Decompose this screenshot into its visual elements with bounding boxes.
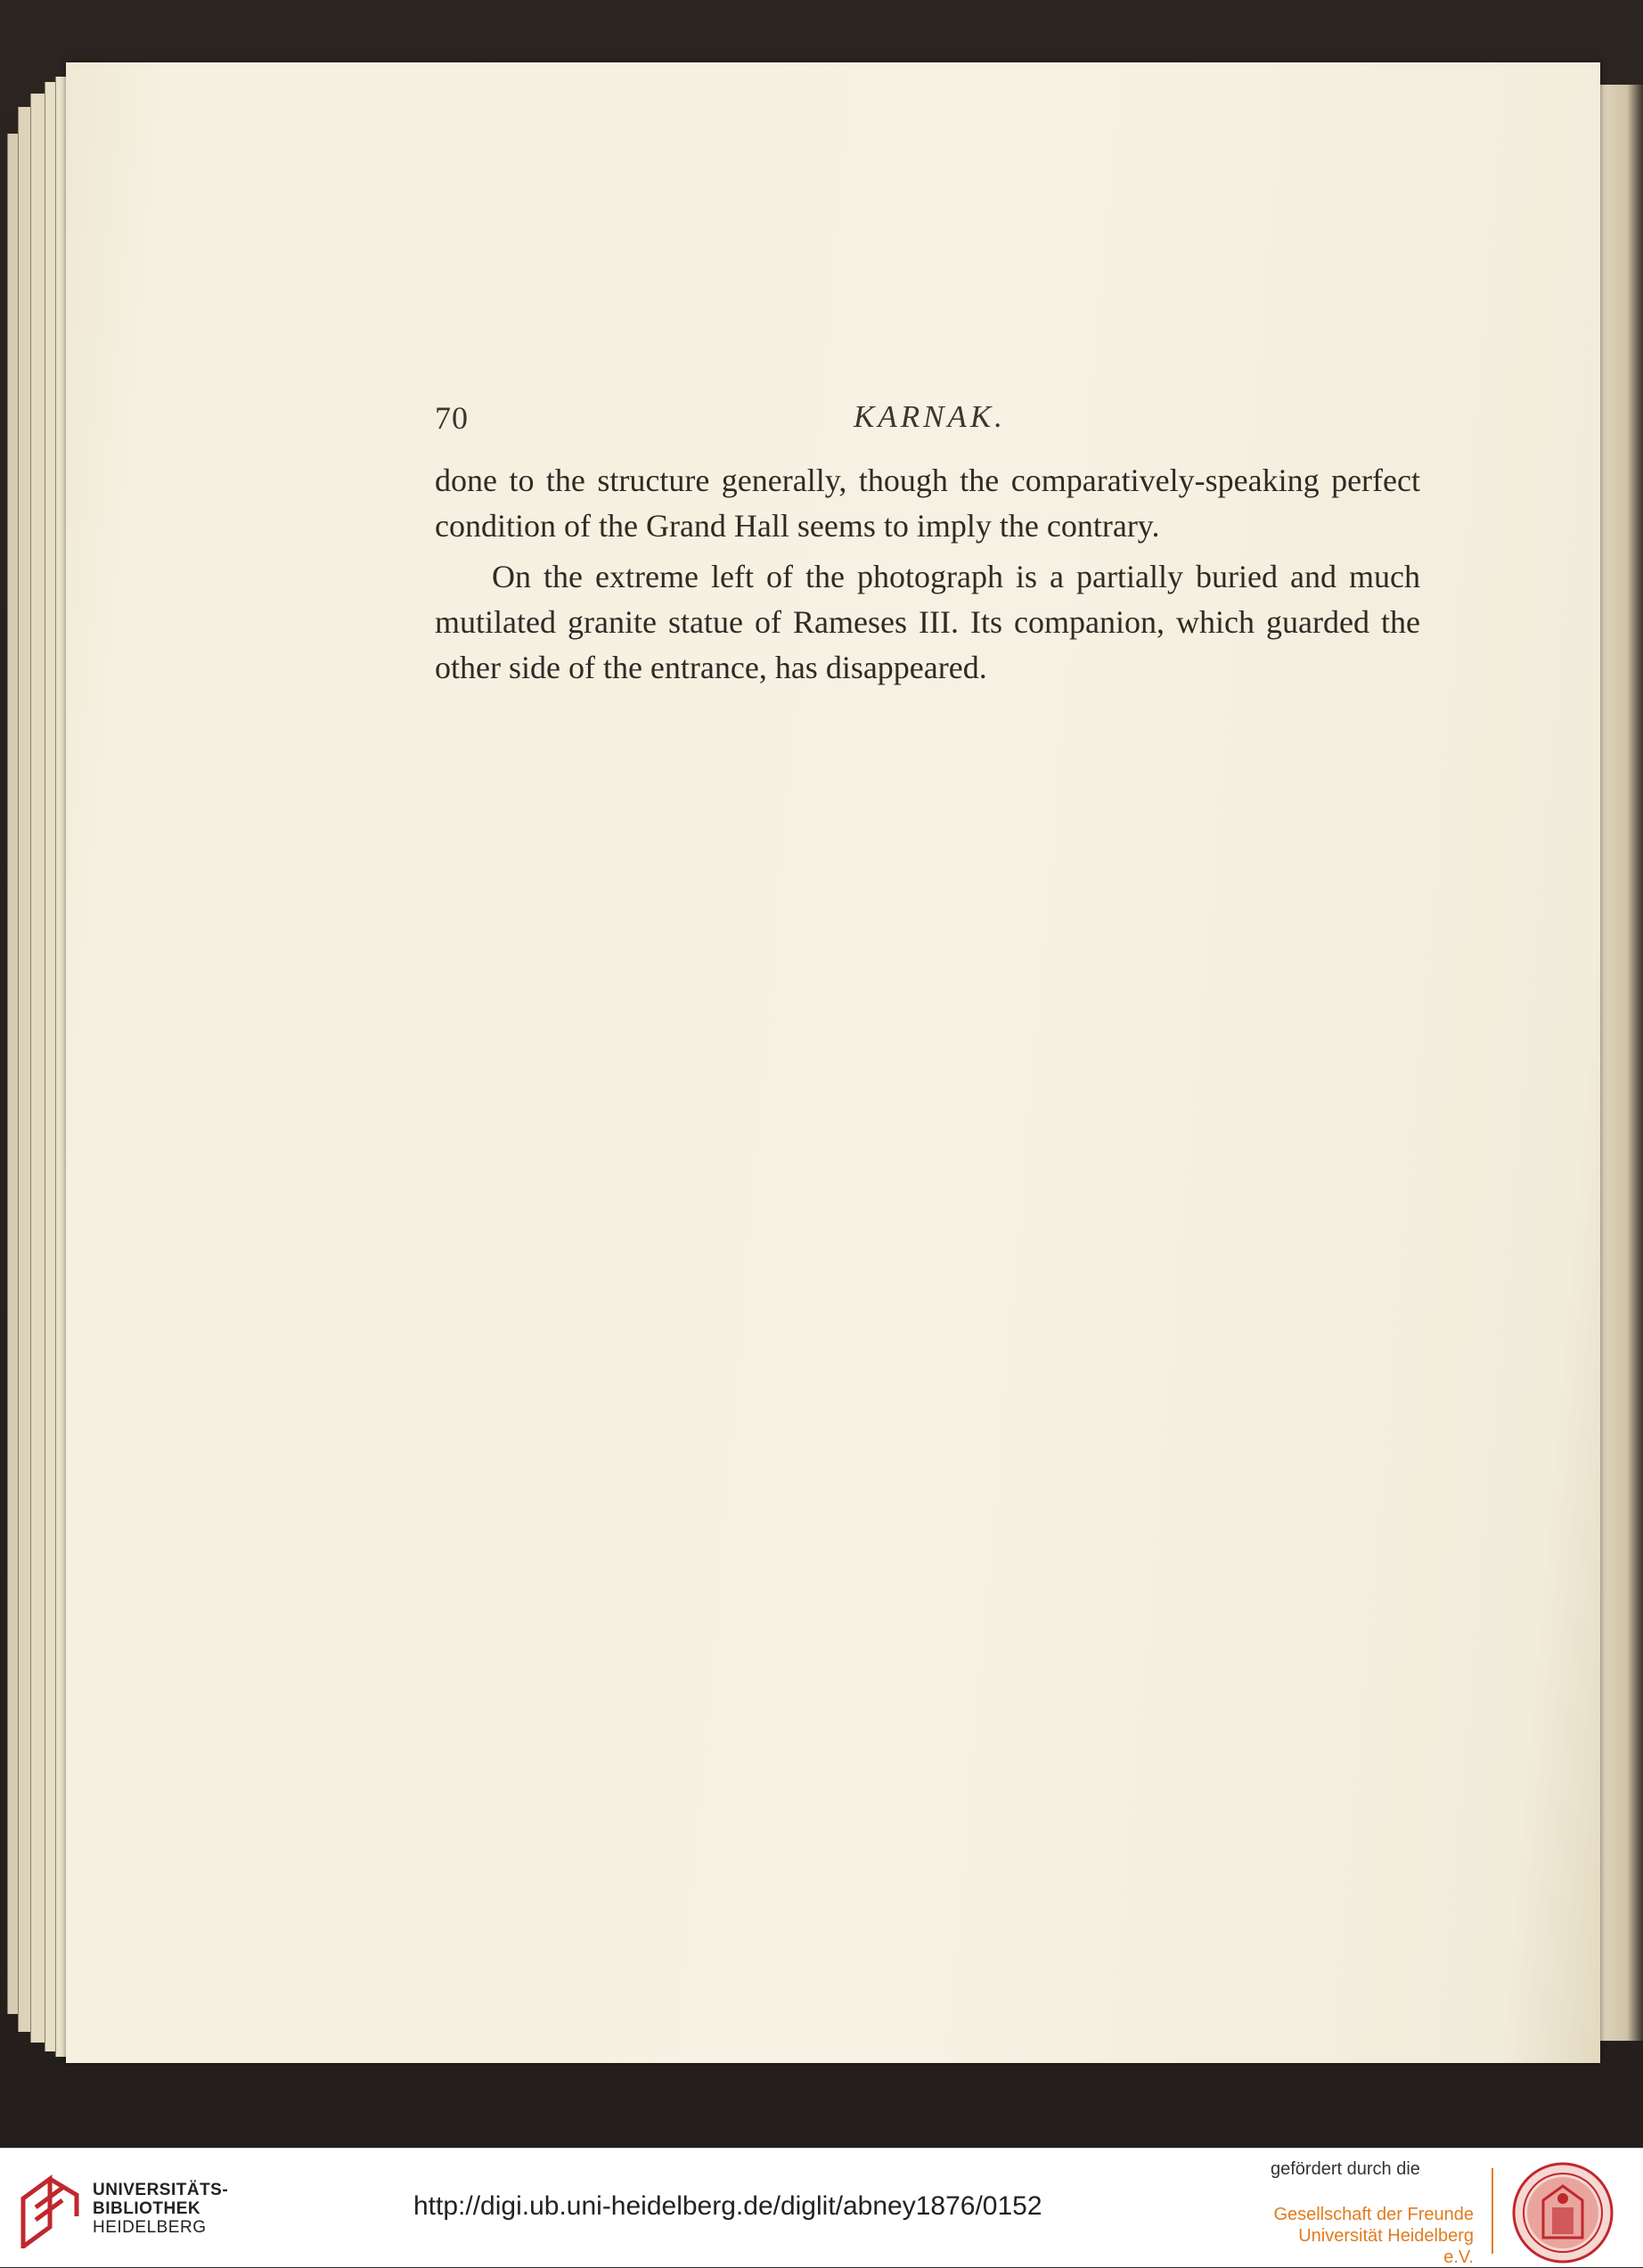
society-line: Gesellschaft der Freunde [1273,2205,1474,2224]
page-header [435,399,1420,435]
permalink-url[interactable]: http://digi.ub.uni-heidelberg.de/diglit/abney1876/0152 [413,2191,1042,2221]
book-page [66,62,1600,2063]
library-line: BIBLIOTHEK [93,2199,201,2218]
footer-bar [0,2148,1643,2267]
page-body [435,458,1420,691]
university-seal-icon [1511,2161,1614,2264]
footer-divider [1492,2168,1493,2254]
paragraph: On the extreme left of the photograph is a partially buried and much mutilated granite statue of Rameses III. Its companion, which guarded the other side of the entrance, has disappeared. [435,559,1420,685]
library-line: HEIDELBERG [93,2218,207,2237]
library-name [93,2181,228,2237]
society-name [1265,2204,1474,2268]
running-title: KARNAK. [854,399,1006,434]
library-line: UNIVERSITÄTS- [93,2181,229,2199]
society-line: Universität Heidelberg e.V. [1298,2226,1474,2267]
ub-logo-icon [18,2172,84,2248]
funded-by-label: gefördert durch die [1271,2159,1420,2179]
page-number: 70 [435,400,469,436]
paragraph: done to the structure generally, though the comparatively-speaking perfect condition of the Grand Hall seems to imply the contrary. [435,463,1420,544]
